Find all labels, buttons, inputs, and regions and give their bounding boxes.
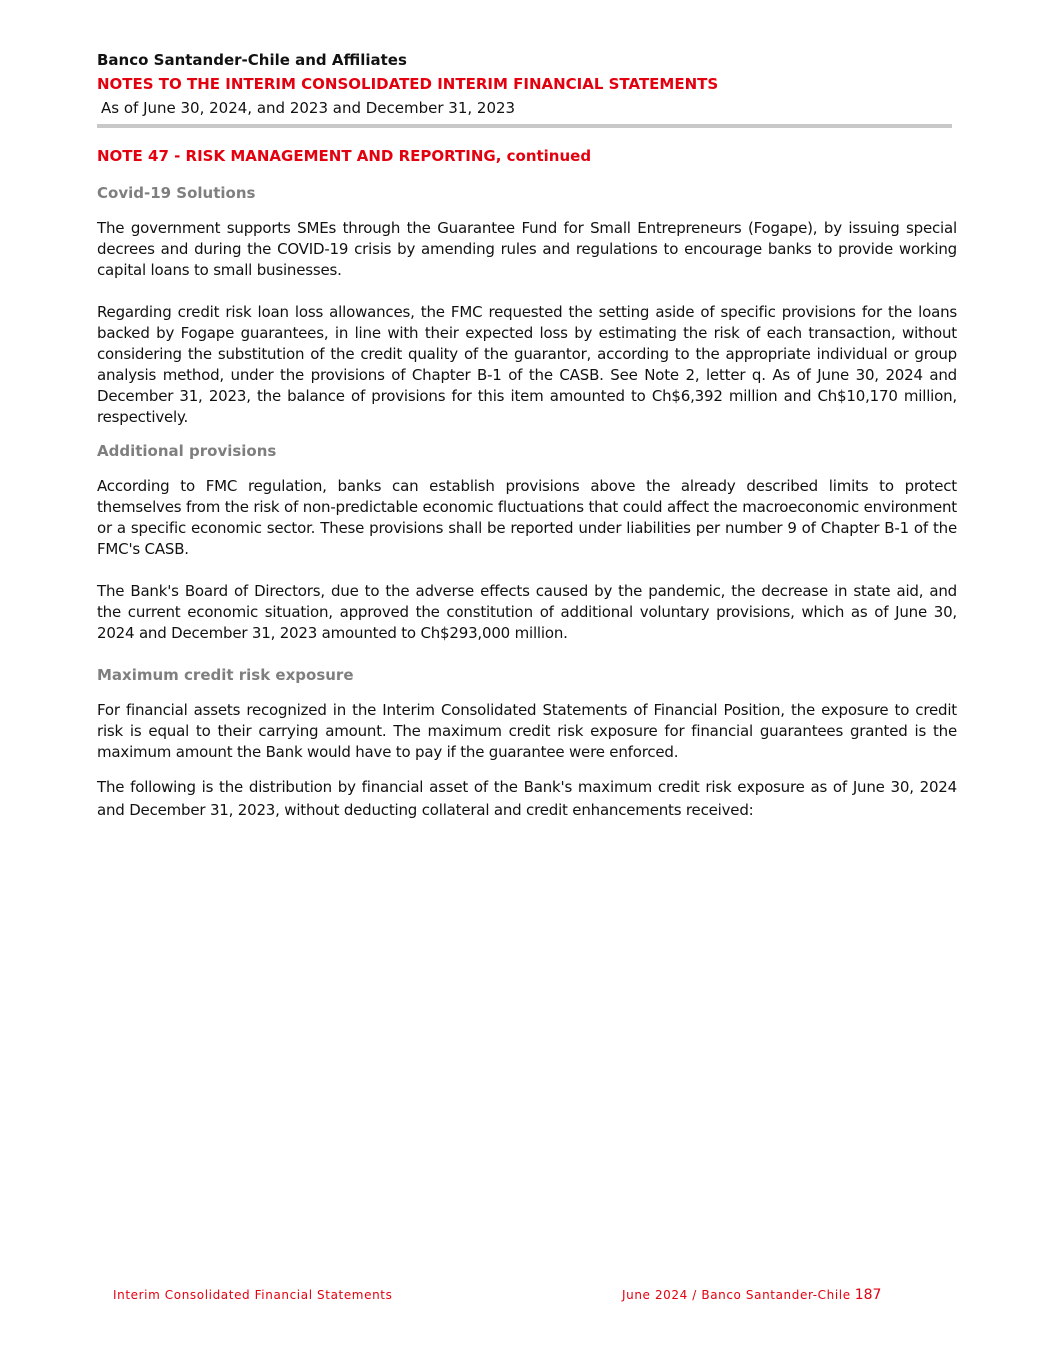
footer-right [622, 1286, 881, 1304]
date-line: As of June 30, 2024, and 2023 and December 31, 2023 [101, 99, 516, 117]
section-title-covid: Covid-19 Solutions [97, 184, 256, 202]
header-divider [97, 124, 952, 128]
page-number: 187 [854, 1287, 882, 1303]
note-heading: NOTE 47 - RISK MANAGEMENT AND REPORTING, continued [97, 147, 592, 165]
paragraph: The government supports SMEs through the Guarantee Fund for Small Entrepreneurs (Fogape), by issuing special decrees and during the COVID-19 crisis by amending rules and regulations to encourage banks to provide working capital loans to small businesses. [97, 219, 957, 279]
paragraph: The Bank's Board of Directors, due to the adverse effects caused by the pandemic, the decrease in state aid, and the current economic situation, approved the constitution of additional voluntary provisions, which as of June 30, 2024 and December 31, 2023 amounted to Ch$293,000 million. [97, 582, 957, 642]
footer-date-bank: June 2024 / Banco Santander-Chile [622, 1288, 851, 1302]
section-title-max-credit-risk: Maximum credit risk exposure [97, 666, 354, 684]
paragraph: The following is the distribution by financial asset of the Bank's maximum credit risk exposure as of June 30, 2024 and December 31, 2023, without deducting collateral and credit enhancements received: [97, 778, 957, 819]
notes-title: NOTES TO THE INTERIM CONSOLIDATED INTERIM FINANCIAL STATEMENTS [97, 75, 719, 93]
paragraph: Regarding credit risk loan loss allowances, the FMC requested the setting aside of specific provisions for the loans backed by Fogape guarantees, in line with their expected loss by estimating the risk of each transaction, without considering the substitution of the credit quality of the guarantor, according to the appropriate individual or group analysis method, under the provisions of Chapter B-1 of the CASB. See Note 2, letter q. As of June 30, 2024 and December 31, 2023, the balance of provisions for this item amounted to Ch$6,392 million and Ch$10,170 million, respectively. [97, 303, 957, 426]
paragraph: According to FMC regulation, banks can establish provisions above the already described limits to protect themselves from the risk of non-predictable economic fluctuations that could affect the macroeconomic environment or a specific economic sector. These provisions shall be reported under liabilities per number 9 of Chapter B-1 of the FMC's CASB. [97, 477, 957, 558]
section-title-additional-provisions: Additional provisions [97, 442, 277, 460]
company-name: Banco Santander-Chile and Affiliates [97, 51, 407, 69]
page-header [97, 48, 952, 128]
note-content [97, 146, 957, 843]
footer-document-title: Interim Consolidated Financial Statements [113, 1288, 393, 1302]
paragraph: For financial assets recognized in the Interim Consolidated Statements of Financial Position, the exposure to credit risk is equal to their carrying amount. The maximum credit risk exposure for financial guarantees granted is the maximum amount the Bank would have to pay if the guarantee were enforced. [97, 701, 957, 761]
